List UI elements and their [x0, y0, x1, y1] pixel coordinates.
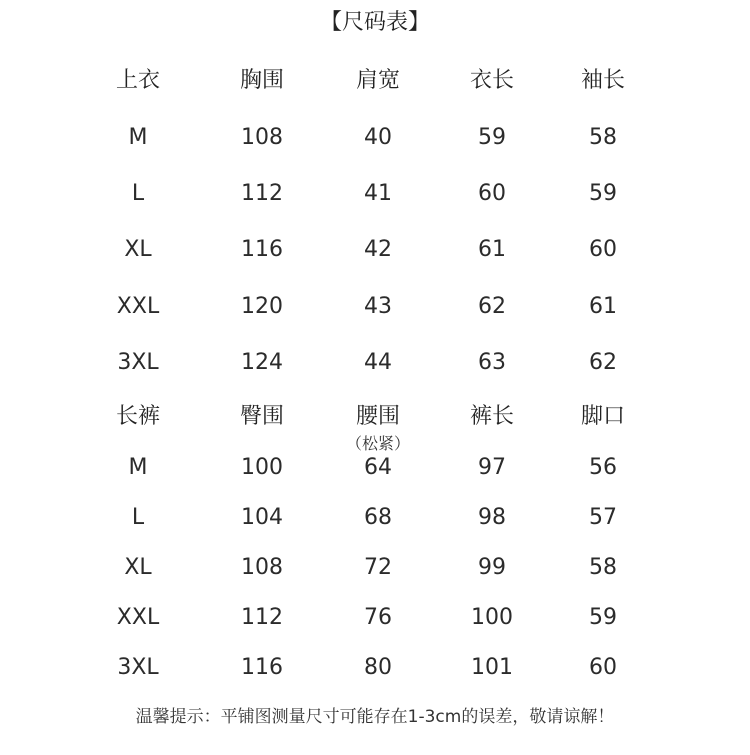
page-title: 【尺码表】: [319, 10, 430, 35]
value-cell: 59: [589, 605, 617, 630]
value-cell: 62: [589, 350, 617, 375]
tops-header-chest: 胸围: [239, 68, 284, 93]
table-row: [0, 230, 750, 270]
value-cell: 116: [241, 655, 283, 680]
value-cell: 60: [478, 181, 506, 206]
size-cell: M: [128, 455, 148, 480]
value-cell: 57: [589, 505, 617, 530]
size-cell: XL: [124, 237, 152, 262]
value-cell: 108: [241, 125, 283, 150]
table-row: [0, 648, 750, 688]
waist-elastic-note: （松紧）: [345, 434, 410, 453]
value-cell: 72: [364, 555, 392, 580]
value-cell: 112: [241, 181, 283, 206]
tops-header-row: [0, 61, 750, 101]
value-cell: 63: [478, 350, 506, 375]
size-cell: M: [128, 125, 148, 150]
pants-header-hem: 脚口: [580, 404, 625, 429]
value-cell: 41: [364, 181, 392, 206]
size-cell: 3XL: [117, 655, 159, 680]
value-cell: 40: [364, 125, 392, 150]
value-cell: 112: [241, 605, 283, 630]
value-cell: 64: [364, 455, 392, 480]
value-cell: 120: [241, 294, 283, 319]
size-cell: XL: [124, 555, 152, 580]
value-cell: 101: [471, 655, 513, 680]
value-cell: 76: [364, 605, 392, 630]
value-cell: 97: [478, 455, 506, 480]
measurement-disclaimer: 温馨提示：平铺图测量尺寸可能存在1-3cm的误差，敬请谅解！: [135, 707, 615, 727]
value-cell: 124: [241, 350, 283, 375]
table-row: [0, 287, 750, 327]
table-row: [0, 118, 750, 158]
size-cell: XXL: [116, 605, 160, 630]
value-cell: 58: [589, 125, 617, 150]
value-cell: 68: [364, 505, 392, 530]
table-row: [0, 548, 750, 588]
tops-header-shoulder: 肩宽: [355, 68, 400, 93]
value-cell: 116: [241, 237, 283, 262]
tops-header-length: 衣长: [469, 68, 514, 93]
table-row: [0, 343, 750, 383]
pants-header-row: [0, 397, 750, 437]
table-row: [0, 598, 750, 638]
table-row: [0, 498, 750, 538]
value-cell: 99: [478, 555, 506, 580]
value-cell: 61: [589, 294, 617, 319]
value-cell: 80: [364, 655, 392, 680]
pants-header-length: 裤长: [469, 404, 514, 429]
value-cell: 100: [241, 455, 283, 480]
value-cell: 62: [478, 294, 506, 319]
table-row: [0, 448, 750, 488]
value-cell: 60: [589, 655, 617, 680]
value-cell: 59: [478, 125, 506, 150]
table-row: [0, 174, 750, 214]
value-cell: 100: [471, 605, 513, 630]
value-cell: 59: [589, 181, 617, 206]
value-cell: 108: [241, 555, 283, 580]
pants-header-category: 长裤: [115, 404, 160, 429]
value-cell: 42: [364, 237, 392, 262]
size-cell: L: [131, 505, 145, 530]
value-cell: 60: [589, 237, 617, 262]
tops-header-sleeve: 袖长: [580, 68, 625, 93]
size-cell: XXL: [116, 294, 160, 319]
value-cell: 43: [364, 294, 392, 319]
pants-header-hip: 臀围: [239, 404, 284, 429]
value-cell: 44: [364, 350, 392, 375]
tops-header-category: 上衣: [115, 68, 160, 93]
value-cell: 58: [589, 555, 617, 580]
pants-header-waist: 腰围: [355, 404, 400, 429]
value-cell: 98: [478, 505, 506, 530]
value-cell: 56: [589, 455, 617, 480]
value-cell: 104: [241, 505, 283, 530]
size-cell: L: [131, 181, 145, 206]
value-cell: 61: [478, 237, 506, 262]
size-cell: 3XL: [117, 350, 159, 375]
